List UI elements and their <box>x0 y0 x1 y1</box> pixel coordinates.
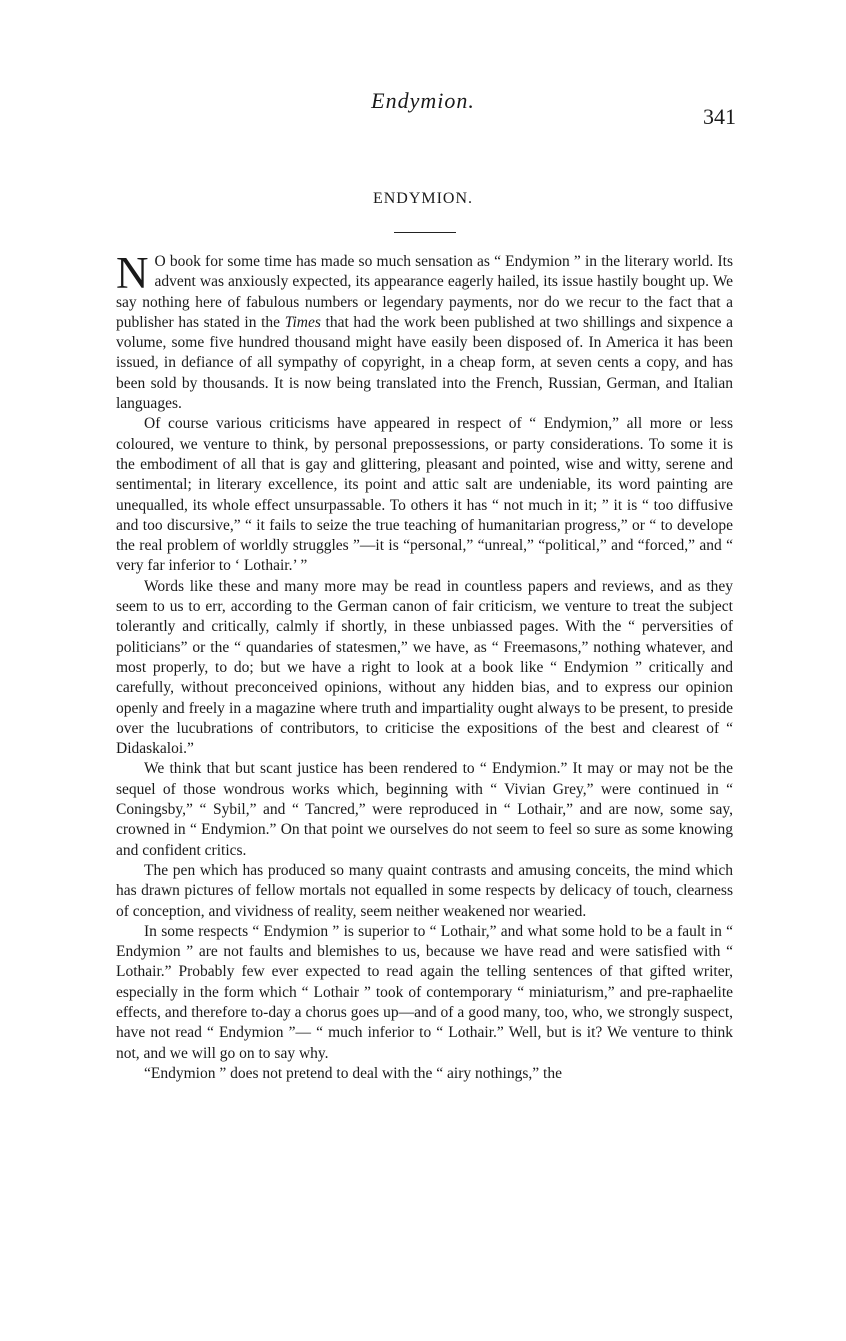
paragraph-1-text-b: that had the work been published at two shillings and sixpence a volume, some five hundred thousand might have easily been disposed of. In America it has been issued, in defiance of all sympathy of copyright, in a cheap form, at seven cents a copy, and has been sold by thousands. It is now being translated into the French, Russian, German, and Italian languages. <box>116 313 733 413</box>
paragraph-5: The pen which has produced so many quaint contrasts and amusing conceits, the mind which has drawn pictures of fellow mortals not equalled in some respects by delicacy of touch, clearness of conception, and vividness of reality, seem neither weakened nor wearied. <box>116 861 733 920</box>
paragraph-1-text-a: O book for some time has made so much sensation as “ Endymion ” in the literary world. Its advent was anxiously expected, its appearance eagerly hailed, its issue hastily bought up. We say nothing here of fabulous numbers or legendary payments, nor do we recur to the fact that a publisher has stated in the <box>116 253 733 331</box>
paragraph-6: In some respects “ Endymion ” is superior to “ Lothair,” and what some hold to be a fault in “ Endymion ” are not faults and blemishes to us, because we have read and were satisfied with “ Lothair.” Probably few ever expected to read again the telling sentences of that gifted writer, especially in the form which “ Lothair ” took of contemporary “ miniaturism,” and pre-raphaelite effects, and therefore to-day a chorus goes up—and of a good many, too, who, we strongly suspect, have not read “ Endymion ”— “ much inferior to “ Lothair.” Well, but is it? We venture to think not, and we will go on to say why. <box>116 922 733 1062</box>
article-body <box>116 248 733 1084</box>
paragraph-4: We think that but scant justice has been rendered to “ Endymion.” It may or may not be the sequel of those wondrous works which, beginning with “ Vivian Grey,” were continued in “ Coningsby,” “ Sybil,” and “ Tancred,” were reproduced in “ Lothair,” and are now, some say, crowned in “ Endymion.” On that point we ourselves do not seem to feel so sure as some knowing and confident critics. <box>116 760 733 859</box>
paragraph-7: “Endymion ” does not pretend to deal with the “ airy nothings,” the <box>144 1064 562 1082</box>
paragraph-1 <box>116 248 733 414</box>
running-title: Endymion. <box>371 88 475 113</box>
article-title: ENDYMION. <box>372 190 474 207</box>
paragraph-3: Words like these and many more may be read in countless papers and reviews, and as they seem to us to err, according to the German canon of fair criticism, we venture to treat the subject tolerantly and critically, calmly if shortly, in these unbiassed pages. With the “ perversities of politicians” or the “ quandaries of statesmen,” we have, as “ Freemasons,” nothing whatever, and most properly, to do; but we have a right to look at a book like “ Endymion ” critically and carefully, without preconceived opinions, without any hidden bias, and to express our opinion openly and freely in a magazine where truth and impartiality ought always to be present, to preside over the lucubrations of contributors, to criticise the expositions of the best and clearest of “ Didaskaloi.” <box>116 577 733 758</box>
times-italic: Times <box>284 313 321 331</box>
title-rule <box>394 232 456 233</box>
paragraph-2: Of course various criticisms have appeared in respect of “ Endymion,” all more or less coloured, we venture to think, by personal prepossessions, or party considerations. To some it is the embodiment of all that is gay and glittering, pleasant and pointed, wise and witty, serene and sentimental; in literary excellence, its point and attic salt are undeniable, its word painting are unequalled, its whole effect unsurpassable. To others it has “ not much in it; ” it is “ too diffusive and too discursive,” “ it fails to seize the true teaching of humanitarian progress,” or “ to develope the real problem of worldly struggles ”—it is “personal,” “unreal,” “political,” and “forced,” and “ very far inferior to ‘ Lothair.’ ” <box>116 415 733 575</box>
drop-cap: N <box>116 248 149 298</box>
page-number: 341 <box>703 104 736 129</box>
